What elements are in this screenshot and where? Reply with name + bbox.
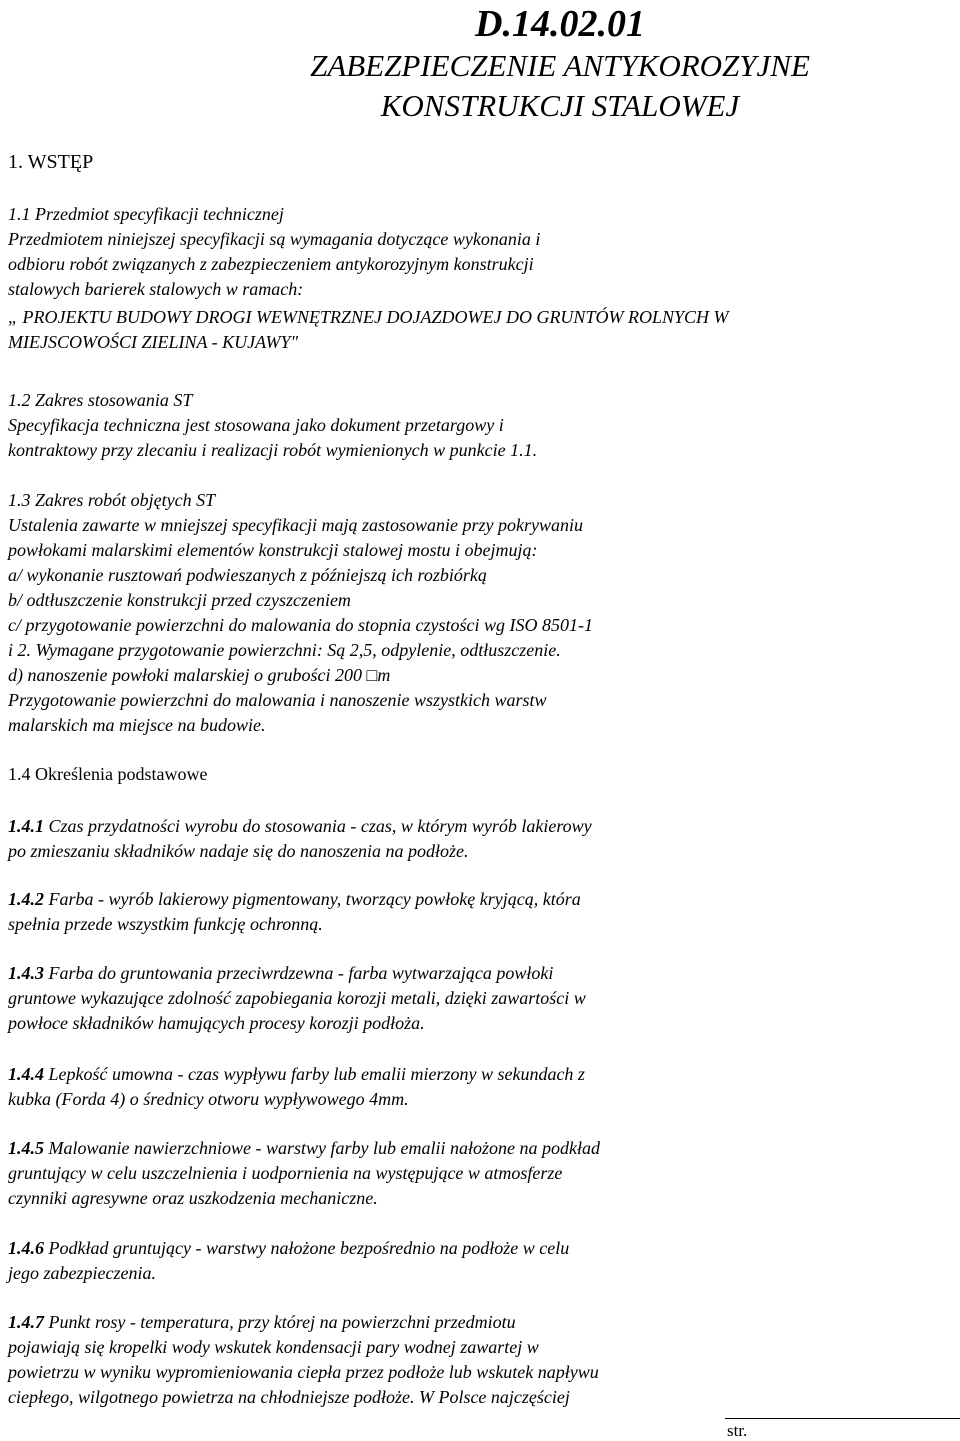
list-item: b/ odtłuszczenie konstrukcji przed czyszczeniem: [8, 590, 351, 610]
definition-number: 1.4.4: [8, 1064, 44, 1084]
project-name-line2: MIEJSCOWOŚCI ZIELINA - KUJAWY": [8, 332, 299, 352]
definition-line: spełnia przede wszystkim funkcję ochronną.: [8, 914, 323, 934]
definition-line: powietrzu w wyniku wypromieniowania ciepła przez podłoże lub wskutek napływu: [8, 1362, 599, 1382]
definition-line: czynniki agresywne oraz uszkodzenia mechaniczne.: [8, 1188, 378, 1208]
paragraph-line: Przedmiotem niniejszej specyfikacji są wymagania dotyczące wykonania i: [8, 229, 541, 249]
footer-divider: [725, 1418, 960, 1419]
definition-line: Podkład gruntujący - warstwy nałożone bezpośrednio na podłoże w celu: [48, 1238, 570, 1258]
list-item: c/ przygotowanie powierzchni do malowania do stopnia czystości wg ISO 8501-1: [8, 615, 593, 635]
project-name-line1: „ PROJEKTU BUDOWY DROGI WEWNĘTRZNEJ DOJAZDOWEJ DO GRUNTÓW ROLNYCH W: [8, 307, 729, 327]
definition-line: gruntujący w celu uszczelnienia i uodpornienia na występujące w atmosferze: [8, 1163, 563, 1183]
definition-line: Malowanie nawierzchniowe - warstwy farby lub emalii nałożone na podkład: [48, 1138, 600, 1158]
title-block: [168, 2, 952, 126]
document-title-line1: ZABEZPIECZENIE ANTYKOROZYJNE: [310, 48, 810, 83]
paragraph-line: Ustalenia zawarte w mniejszej specyfikacji mają zastosowanie przy pokrywaniu: [8, 515, 583, 535]
definition-1-4-3: [8, 961, 948, 1036]
section-1-4-heading: 1.4 Określenia podstawowe: [8, 764, 208, 784]
definition-1-4-7: [8, 1310, 948, 1410]
section-1-1-heading: 1.1 Przedmiot specyfikacji technicznej: [8, 204, 284, 224]
section-1-2: [8, 388, 948, 463]
page-label: str.: [727, 1421, 748, 1440]
definition-line: powłoce składników hamujących procesy korozji podłoża.: [8, 1013, 425, 1033]
definition-number: 1.4.7: [8, 1312, 44, 1332]
definition-line: jego zabezpieczenia.: [8, 1263, 156, 1283]
definition-line: kubka (Forda 4) o średnicy otworu wypływowego 4mm.: [8, 1089, 409, 1109]
document-code: D.14.02.01: [475, 3, 645, 45]
definition-line: Farba do gruntowania przeciwrdzewna - farba wytwarzająca powłoki: [48, 963, 554, 983]
definition-line: Punkt rosy - temperatura, przy której na powierzchni przedmiotu: [48, 1312, 516, 1332]
definition-number: 1.4.3: [8, 963, 44, 983]
section-1-2-heading: 1.2 Zakres stosowania ST: [8, 390, 193, 410]
definition-line: gruntowe wykazujące zdolność zapobiegania korozji metali, dzięki zawartości w: [8, 988, 586, 1008]
section-1-heading: 1. WSTĘP: [8, 151, 94, 173]
document-page: [8, 0, 952, 1407]
list-item: d) nanoszenie powłoki malarskiej o grubości 200 □m: [8, 665, 391, 685]
paragraph-line: Specyfikacja techniczna jest stosowana jako dokument przetargowy i: [8, 415, 504, 435]
paragraph-line: odbioru robót związanych z zabezpieczeniem antykorozyjnym konstrukcji: [8, 254, 534, 274]
definition-1-4-4: [8, 1062, 948, 1112]
section-1-3-heading: 1.3 Zakres robót objętych ST: [8, 490, 216, 510]
definition-line: Lepkość umowna - czas wypływu farby lub emalii mierzony w sekundach z: [48, 1064, 585, 1084]
definition-number: 1.4.6: [8, 1238, 44, 1258]
paragraph-line: powłokami malarskimi elementów konstrukcji stalowej mostu i obejmują:: [8, 540, 538, 560]
list-item: a/ wykonanie rusztowań podwieszanych z późniejszą ich rozbiórką: [8, 565, 487, 585]
section-1-3: [8, 488, 948, 738]
paragraph-line: stalowych barierek stalowych w ramach:: [8, 279, 304, 299]
definition-1-4-6: [8, 1236, 948, 1286]
definition-line: Farba - wyrób lakierowy pigmentowany, tworzący powłokę kryjącą, która: [48, 889, 581, 909]
definition-number: 1.4.1: [8, 816, 44, 836]
paragraph-line: kontraktowy przy zlecaniu i realizacji robót wymienionych w punkcie 1.1.: [8, 440, 538, 460]
definition-1-4-5: [8, 1136, 948, 1211]
list-item: i 2. Wymagane przygotowanie powierzchni: Są 2,5, odpylenie, odtłuszczenie.: [8, 640, 561, 660]
definition-line: po zmieszaniu składników nadaje się do nanoszenia na podłoże.: [8, 841, 469, 861]
document-title-line2: KONSTRUKCJI STALOWEJ: [380, 88, 740, 123]
definition-number: 1.4.5: [8, 1138, 44, 1158]
definition-1-4-2: [8, 887, 948, 937]
paragraph-line: Przygotowanie powierzchni do malowania i nanoszenie wszystkich warstw: [8, 690, 547, 710]
paragraph-line: malarskich ma miejsce na budowie.: [8, 715, 266, 735]
definition-line: Czas przydatności wyrobu do stosowania - czas, w którym wyrób lakierowy: [48, 816, 592, 836]
section-1-1: [8, 202, 948, 355]
definition-line: ciepłego, wilgotnego powietrza na chłodniejsze podłoże. W Polsce najczęściej: [8, 1387, 570, 1407]
definition-number: 1.4.2: [8, 889, 44, 909]
definition-line: pojawiają się kropelki wody wskutek kondensacji pary wodnej zawartej w: [8, 1337, 539, 1357]
definition-1-4-1: [8, 814, 948, 864]
